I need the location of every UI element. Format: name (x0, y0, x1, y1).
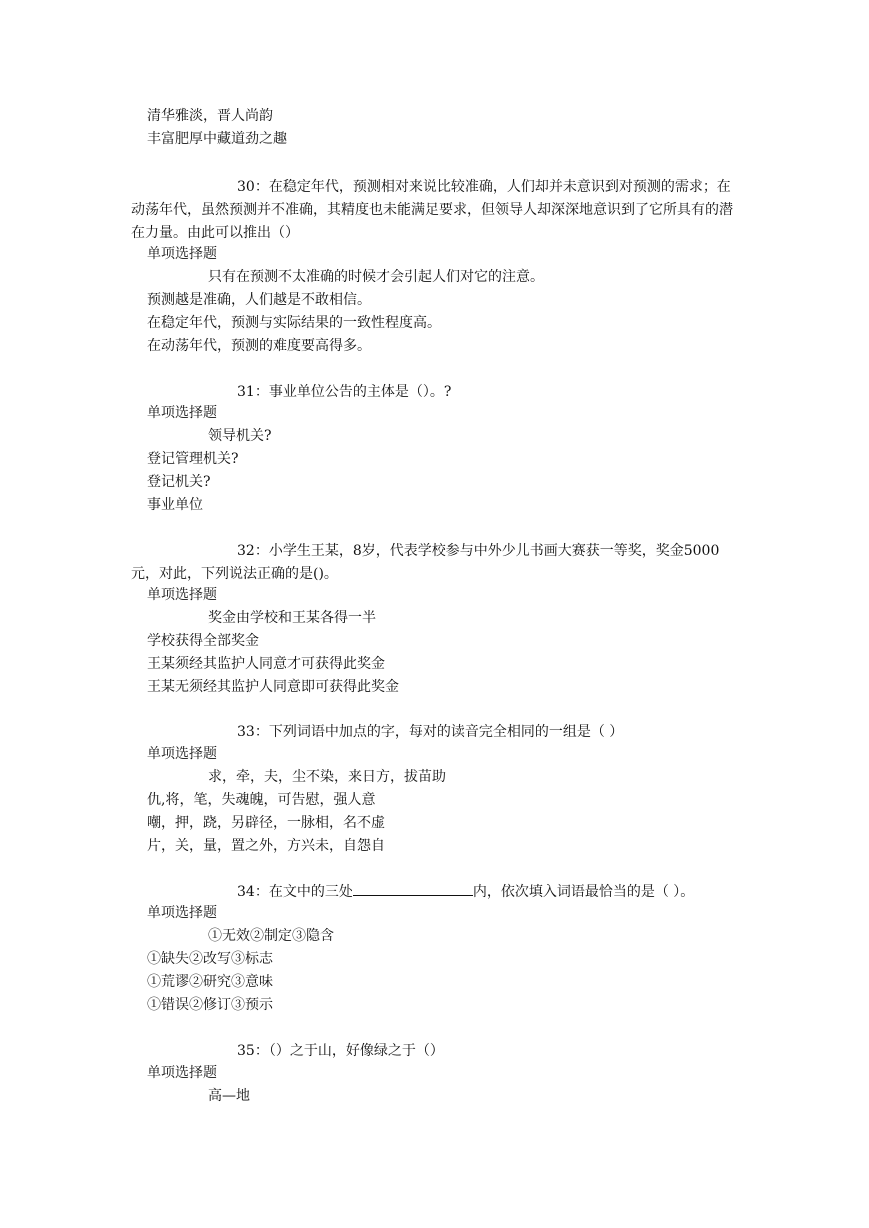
question-30-stem: 30：在稳定年代，预测相对来说比较准确，人们却并未意识到对预测的需求；在动荡年代，虽然预测并不准确，其精度也未能满足要求，但领导人却深深地意识到了它所具有的潜在力量。由此可以推出（） (131, 179, 733, 241)
question-34-stem (131, 881, 739, 904)
option[interactable]: 嘲，押，跷，另辟径，一脉相，名不虚 (147, 815, 385, 831)
option[interactable]: ①荒谬②研究③意味 (147, 974, 273, 990)
option[interactable]: 在动荡年代，预测的难度要高得多。 (147, 338, 371, 354)
question-type-label: 单项选择题 (147, 405, 217, 421)
option[interactable]: 领导机关? (208, 428, 272, 444)
option[interactable]: ①缺失②改写③标志 (147, 951, 273, 967)
option[interactable]: 学校获得全部奖金 (147, 633, 259, 649)
question-type-label: 单项选择题 (147, 1065, 217, 1081)
question-type-label: 单项选择题 (147, 746, 217, 762)
question-type-label: 单项选择题 (147, 246, 217, 262)
question-34-stem-after: 内，依次填入词语最恰当的是（ ）。 (472, 884, 695, 900)
question-type-label: 单项选择题 (147, 587, 217, 603)
option[interactable]: 预测越是准确，人们越是不敢相信。 (147, 292, 371, 308)
intro-line: 丰富肥厚中藏道劲之趣 (147, 131, 287, 147)
option[interactable]: ①错误②修订③预示 (147, 997, 273, 1013)
question-35-stem: 35：（）之于山，好像绿之于（） (237, 1043, 444, 1059)
option[interactable]: 求，牵，夫，尘不染，来日方，拔苗助 (208, 769, 446, 785)
option[interactable]: 高—地 (208, 1088, 250, 1104)
question-31-stem: 31：事业单位公告的主体是（）。? (237, 384, 452, 400)
option[interactable]: ①无效②制定③隐含 (208, 928, 334, 944)
intro-line: 清华雅淡，晋人尚韵 (147, 108, 273, 124)
option[interactable]: 登记管理机关? (147, 451, 239, 467)
option[interactable]: 只有在预测不太准确的时候才会引起人们对它的注意。 (208, 269, 544, 285)
option[interactable]: 奖金由学校和王某各得一半 (208, 610, 376, 626)
fill-blank (353, 881, 473, 896)
option[interactable]: 在稳定年代，预测与实际结果的一致性程度高。 (147, 315, 441, 331)
question-32-stem: 32：小学生王某，8岁，代表学校参与中外少儿书画大赛获一等奖，奖金5000元，对此，下列说法正确的是()。 (131, 543, 720, 582)
question-33-stem: 33：下列词语中加点的字，每对的读音完全相同的一组是（ ） (237, 724, 624, 740)
option[interactable]: 事业单位 (147, 497, 203, 513)
question-type-label: 单项选择题 (147, 905, 217, 921)
option[interactable]: 登记机关? (147, 474, 211, 490)
option[interactable]: 王某无须经其监护人同意即可获得此奖金 (147, 679, 399, 695)
option[interactable]: 王某须经其监护人同意才可获得此奖金 (147, 656, 385, 672)
question-34-stem-before: 34：在文中的三处 (237, 884, 353, 900)
option[interactable]: 片，关，量，置之外，方兴未，自怨自 (147, 838, 385, 854)
option[interactable]: 仇,将，笔，失魂魄，可告慰，强人意 (147, 792, 376, 808)
